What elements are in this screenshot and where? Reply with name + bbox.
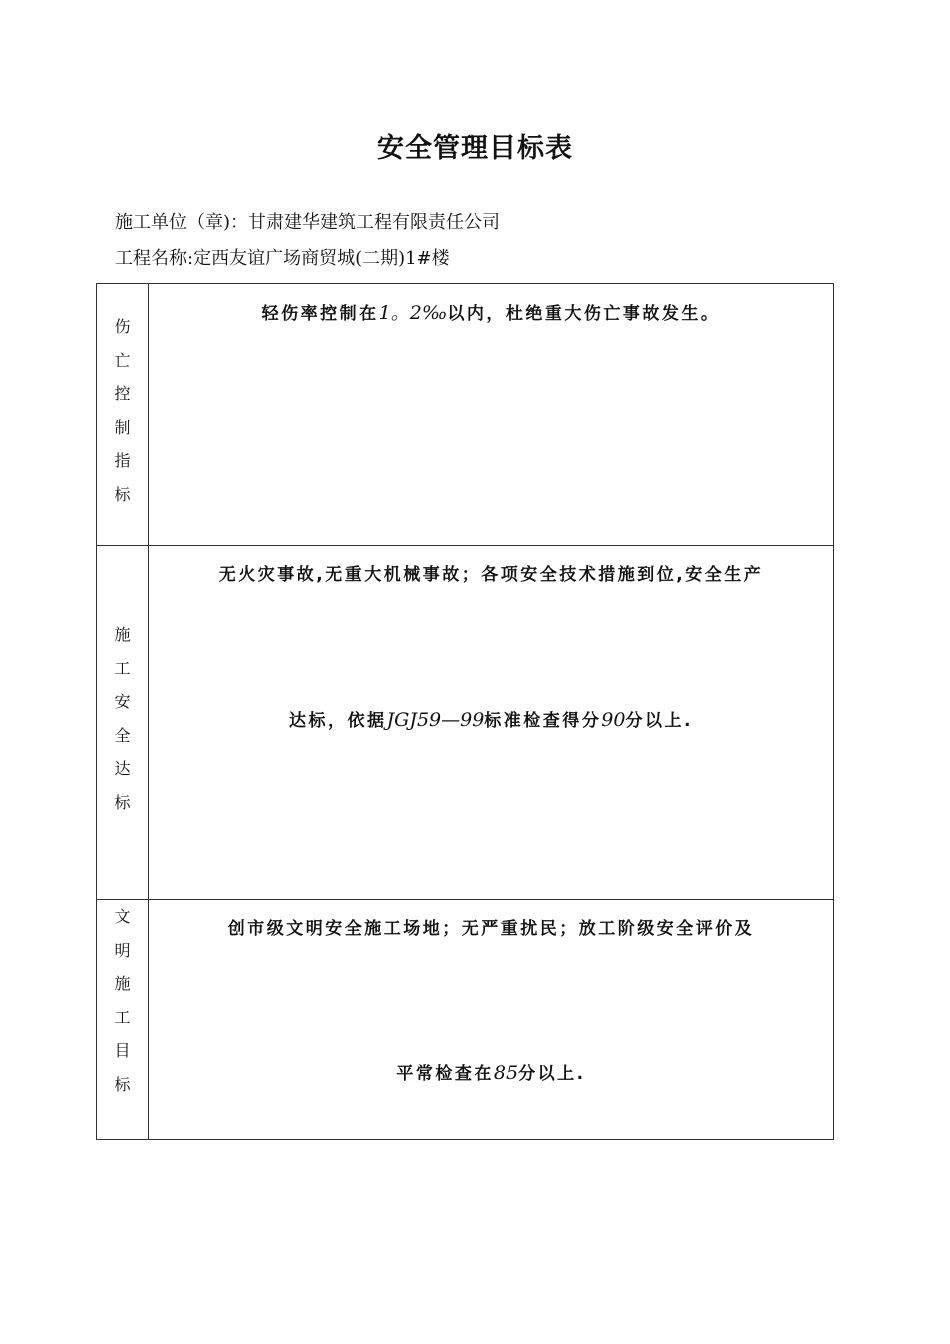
table-row-safety-standard [97,546,834,900]
goal-text-part: 以内，杜绝重大伤亡事故发生。 [447,304,721,324]
label-char: 制 [114,417,131,437]
content-casualty [149,284,834,546]
page-title: 安全管理目标表 [377,133,573,164]
goal-text: 创市级文明安全施工场地；无严重扰民；放工阶级安全评价及 [227,919,755,939]
label-char: 伤 [114,317,131,336]
goal-number: JGJ59—99 [386,709,485,731]
label-char: 标 [114,1074,131,1094]
safety-goals-table [96,283,834,1140]
goal-number: 90 [601,709,626,731]
label-char: 明 [114,940,131,960]
goal-text-part: 达标，依据 [289,711,387,731]
goal-text-part: 分以上. [518,1064,586,1084]
row-label-casualty [97,284,149,546]
label-char: 指 [114,451,131,470]
goal-text-part: 轻伤率控制在 [261,304,379,324]
goal-text [149,298,833,325]
goal-text: 无火灾事故,无重大机械事故；各项安全技术措施到位,安全生产 [218,565,764,585]
table-row-casualty [97,284,834,546]
content-safety-standard [149,546,834,900]
label-char: 标 [114,792,131,812]
label-char: 目 [114,1041,131,1060]
row-label-civilized-construction [97,900,149,1140]
label-char: 控 [114,384,131,403]
label-char: 安 [114,692,131,711]
project-name: 工程名称:定西友谊广场商贸城(二期)1#楼 [115,248,450,269]
label-char: 施 [114,974,131,993]
goal-text-part: 平常检查在 [396,1064,494,1084]
label-char: 工 [114,1007,131,1027]
construction-unit: 施工单位（章)：甘肃建华建筑工程有限责任公司 [115,212,501,233]
goal-text-part: 标准检查得分 [484,711,602,731]
label-char: 全 [114,725,131,745]
goal-number: 85 [493,1062,519,1084]
label-char: 亡 [114,350,131,370]
content-civilized-construction [149,900,834,1140]
label-char: 工 [114,658,131,678]
label-char: 标 [114,484,131,504]
row-label-safety-standard [97,546,149,900]
goal-text [149,1059,833,1084]
label-char: 文 [114,907,131,926]
goal-number: 1。2‰ [378,302,448,324]
goal-text [149,706,833,731]
table-row-civilized-construction [97,900,834,1140]
label-char: 达 [114,759,131,778]
label-char: 施 [114,625,131,644]
goal-text-part: 分以上. [625,711,693,731]
